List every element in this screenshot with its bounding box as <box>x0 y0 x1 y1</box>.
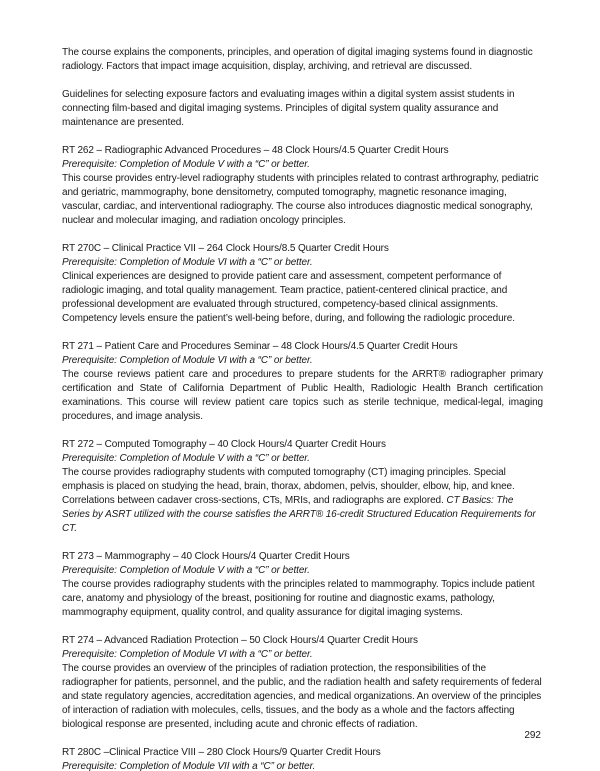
intro-paragraph-2: Guidelines for selecting exposure factors and evaluating images within a digital system assist students in connecting film-based and digital imaging systems. Principles of digital system quality assurance and maintenance are presented. <box>62 89 515 128</box>
course-description: The course reviews patient care and procedures to prepare students for the ARRT® radiographer primary certification and State of California Department of Public Health, Radiologic Health Branch certification examinations. This course will review patient care topics such as sterile technique, medical-legal, imaging procedures, and image analysis. <box>62 369 543 422</box>
course-description: This course provides entry-level radiography students with principles related to contrast arthrography, pediatric and geriatric, mammography, bone densitometry, computed tomography, magnetic resonance imaging, vascular, cardiac, and interventional radiography. The course also introduces diagnostic medical sonography, nuclear and molecular imaging, and radiation oncology principles. <box>62 173 539 226</box>
course-title: RT 270C – Clinical Practice VII – 264 Clock Hours/8.5 Quarter Credit Hours <box>62 243 389 254</box>
course-prerequisite: Prerequisite: Completion of Module V with a “C” or better. <box>62 565 310 576</box>
course-section-rt270c <box>62 242 543 326</box>
course-title: RT 262 – Radiographic Advanced Procedures – 48 Clock Hours/4.5 Quarter Credit Hours <box>62 145 449 156</box>
course-prerequisite: Prerequisite: Completion of Module V with a “C” or better. <box>62 159 310 170</box>
course-prerequisite: Prerequisite: Completion of Module VI with a “C” or better. <box>62 257 313 268</box>
course-section-rt273 <box>62 550 543 620</box>
course-prerequisite: Prerequisite: Completion of Module VI with a “C” or better. <box>62 355 313 366</box>
course-section-rt262 <box>62 144 543 228</box>
course-title: RT 280C –Clinical Practice VIII – 280 Clock Hours/9 Quarter Credit Hours <box>62 747 381 758</box>
course-section-rt274 <box>62 634 543 732</box>
course-description <box>62 466 543 536</box>
course-prerequisite: Prerequisite: Completion of Module V with a “C” or better. <box>62 453 310 464</box>
course-section-rt271 <box>62 340 543 424</box>
course-prerequisite: Prerequisite: Completion of Module VII with a “C” or better. <box>62 761 316 771</box>
course-description-text: The course provides radiography students with computed tomography (CT) imaging principles. Special emphasis is placed on studying the head, brain, thorax, abdomen, pelvis, shoulder, elbow, hip, and knee. Correlations between cadaver cross-sections, CTs, MRIs, and radiographs are explored. <box>62 467 515 506</box>
page-number: 292 <box>524 730 541 741</box>
course-section-rt272 <box>62 438 543 536</box>
course-title: RT 271 – Patient Care and Procedures Seminar – 48 Clock Hours/4.5 Quarter Credit Hours <box>62 341 458 352</box>
course-description: The course provides an overview of the principles of radiation protection, the responsibilities of the radiographer for patients, personnel, and the public, and the radiation health and safety requirements of federal and state regulatory agencies, accreditation agencies, and medical organizations. An overview of the principles of interaction of radiation with molecules, cells, tissues, and the body as a whole and the factors affecting biological response are presented, including acute and chronic effects of radiation. <box>62 663 542 730</box>
course-title: RT 272 – Computed Tomography – 40 Clock Hours/4 Quarter Credit Hours <box>62 439 386 450</box>
intro-paragraph-1: The course explains the components, principles, and operation of digital imaging systems found in diagnostic radiology. Factors that impact image acquisition, display, archiving, and retrieval are discussed. <box>62 47 533 72</box>
course-section-rt280c <box>62 746 543 771</box>
course-description: The course provides radiography students with the principles related to mammography. Topics include patient care, anatomy and physiology of the breast, positioning for routine and diagnostic exams, pathology, mammography equipment, quality control, and quality assurance for digital imaging systems. <box>62 579 535 618</box>
course-description-italic: CT Basics: The Series by ASRT utilized with the course satisfies the ARRT® 16-credit Structured Education Requirements for CT. <box>62 495 536 534</box>
course-title: RT 274 – Advanced Radiation Protection – 50 Clock Hours/4 Quarter Credit Hours <box>62 635 418 646</box>
course-prerequisite: Prerequisite: Completion of Module VI with a “C” or better. <box>62 649 313 660</box>
course-title: RT 273 – Mammography – 40 Clock Hours/4 Quarter Credit Hours <box>62 551 350 562</box>
course-description: Clinical experiences are designed to provide patient care and assessment, competent performance of radiologic imaging, and total quality management. Team practice, patient-centered clinical practice, and professional development are evaluated through structured, competency-based clinical assignments. Competency levels ensure the patient’s well-being before, during, and following the radiologic procedure. <box>62 271 515 324</box>
